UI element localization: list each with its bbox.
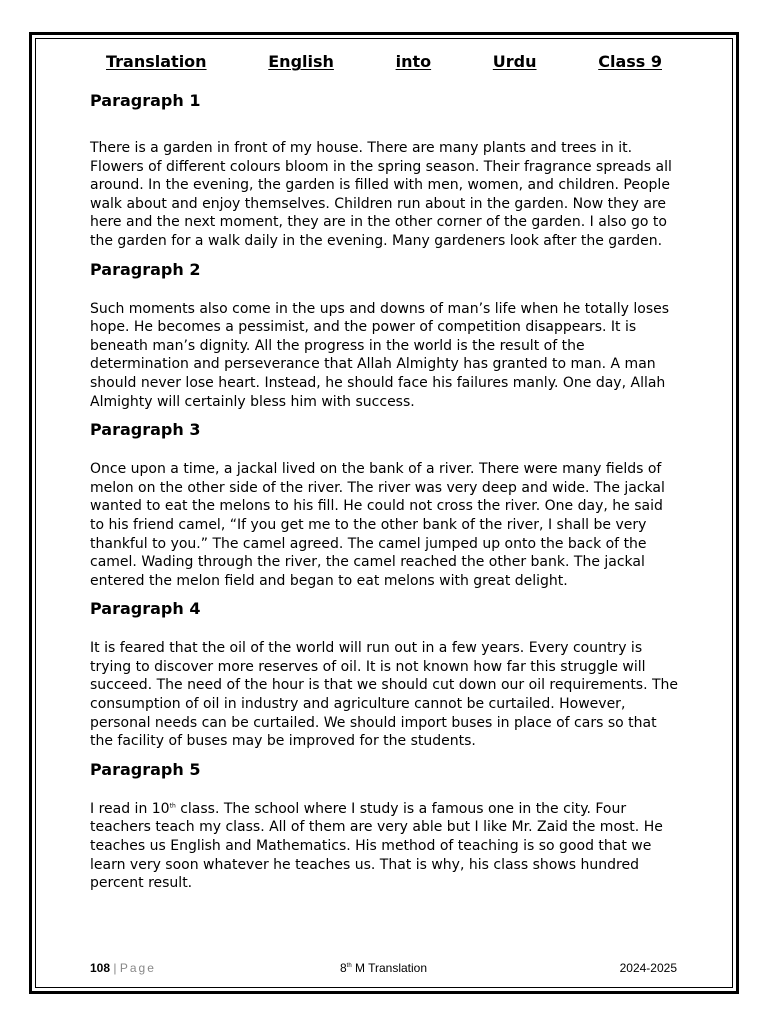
- paragraph-2-heading: Paragraph 2: [90, 259, 201, 279]
- footer-page-word: Page: [119, 961, 156, 975]
- footer-year: 2024-2025: [619, 961, 677, 975]
- title-word-urdu: Urdu: [492, 52, 537, 71]
- paragraph-5-heading: Paragraph 5: [90, 759, 201, 779]
- paragraph-1-heading: Paragraph 1: [90, 91, 201, 110]
- footer-center-suffix: M Translation: [351, 961, 428, 975]
- footer-page-number: 108: [90, 961, 111, 975]
- footer-center-title: [340, 961, 427, 975]
- footer-center-sup: th: [346, 963, 352, 969]
- footer-page-label: [90, 961, 156, 975]
- paragraph-5-text-end: class. The school where I study is a famous one in the city. Four teachers teach my class. All of them are very able but I like Mr. Zaid the most. He teaches us English and Mathematics. His method of teaching is so good that we learn very soon whatever he teaches us. That is why, his class shows hundred percent result.: [90, 800, 663, 892]
- paragraph-2-text: Such moments also come in the ups and downs of man’s life when he totally loses hope. He becomes a pessimist, and the power of competition disappears. It is beneath man’s dignity. All the progress in the world is the result of the determination and perseverance that Allah Almighty has granted to man. A man should never lose heart. Instead, he should face his failures manly. One day, Allah Almighty will certainly bless him with success.: [90, 300, 670, 410]
- title-word-english: English: [268, 52, 334, 71]
- paragraph-4-text: It is feared that the oil of the world will run out in a few years. Every country is trying to discover more reserves of oil. It is not known how far this struggle will succeed. The need of the hour is that we should cut down our oil requirements. The consumption of oil in industry and agriculture cannot be curtailed. However, personal needs can be curtailed. We should import buses in place of cars so that the facility of buses may be improved for the students.: [90, 640, 679, 750]
- paragraph-3-heading: Paragraph 3: [90, 420, 201, 440]
- paragraph-5-text: [90, 800, 680, 893]
- paragraph-4-heading: Paragraph 4: [90, 599, 201, 619]
- page-title: [106, 52, 662, 71]
- footer-center-prefix: 8: [339, 961, 347, 975]
- title-word-class: Class 9: [598, 52, 662, 71]
- paragraph-5-ordinal-suffix: th: [169, 802, 176, 810]
- paragraph-5-text-start: I read in 10: [90, 800, 170, 817]
- title-word-into: into: [395, 52, 432, 71]
- document-body: [90, 91, 680, 902]
- footer-separator: |: [113, 961, 117, 975]
- paragraph-3-text: Once upon a time, a jackal lived on the bank of a river. There were many fields of melon on the other side of the river. The river was very deep and wide. The jackal wanted to eat the melons to his fill. He could not cross the river. One day, he said to his friend camel, “If you get me to the other bank of the river, I shall be very thankful to you.” The camel agreed. The camel jumped up onto the back of the camel. Wading through the river, the camel reached the other bank. The jackal entered the melon field and began to eat melons with great delight.: [90, 461, 665, 589]
- paragraph-1-text: There is a garden in front of my house. There are many plants and trees in it. Flowers of different colours bloom in the spring season. Their fragrance spreads all around. In the evening, the garden is filled with men, women, and children. People walk about and enjoy themselves. Children run about in the garden. Now they are here and the next moment, they are in the other corner of the garden. I also go to the garden for a walk daily in the evening. Many gardeners look after the garden.: [90, 140, 672, 249]
- title-word-translation: Translation: [106, 52, 207, 71]
- page-footer: [90, 961, 677, 975]
